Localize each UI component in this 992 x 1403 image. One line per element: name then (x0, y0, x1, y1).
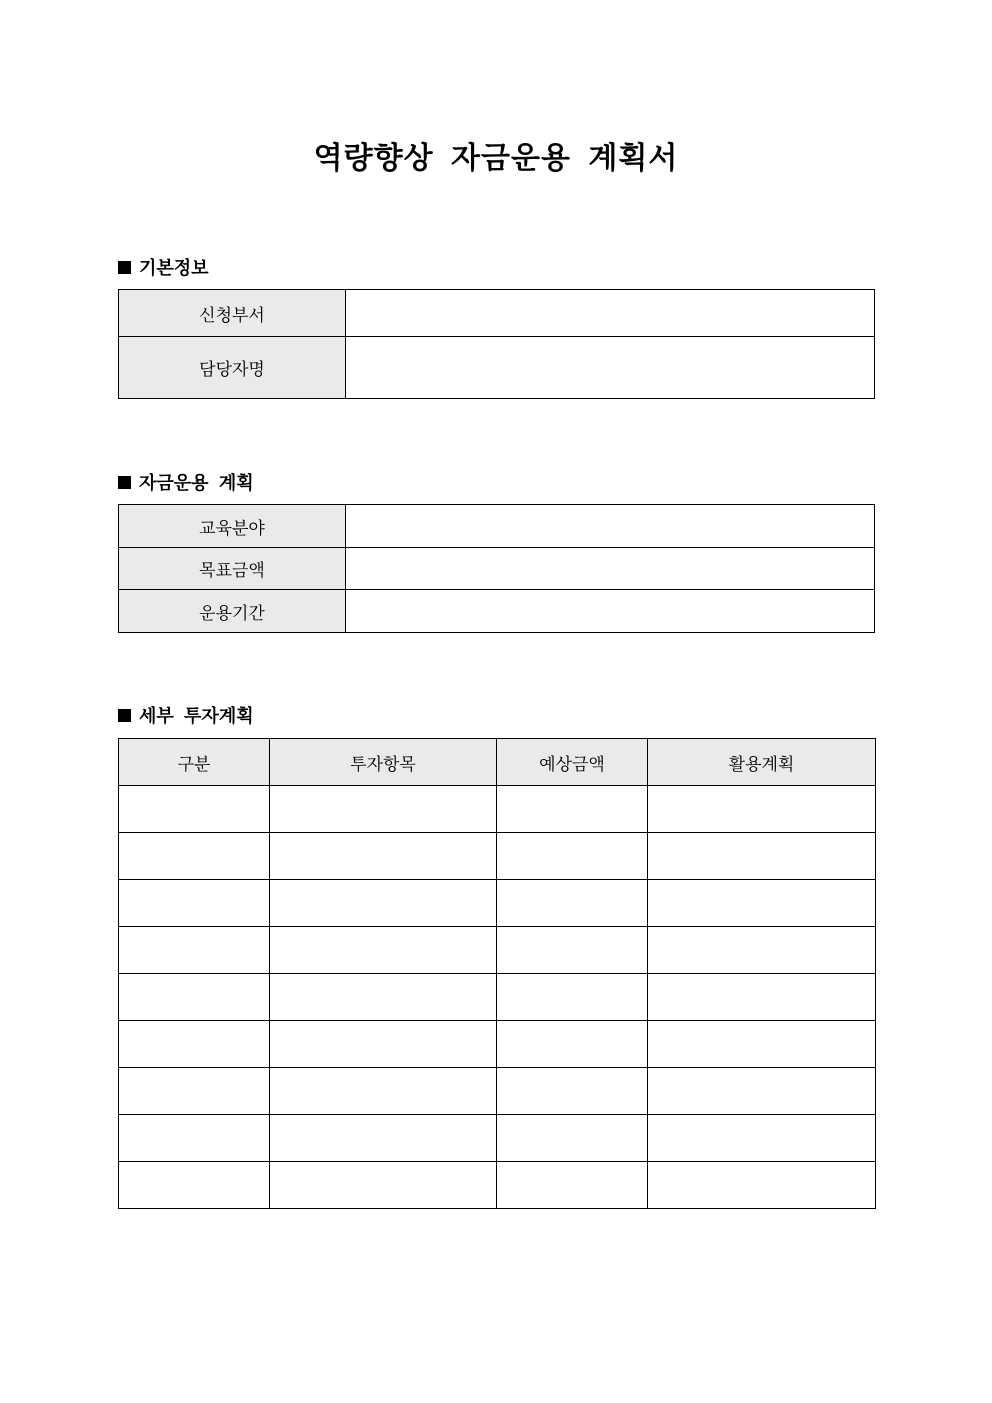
table-row (119, 974, 876, 1021)
table-row (119, 1021, 876, 1068)
table-row (119, 505, 875, 548)
table-cell[interactable] (119, 1162, 270, 1209)
table-row (119, 1162, 876, 1209)
table-cell[interactable] (648, 880, 876, 927)
square-bullet-icon (118, 709, 131, 722)
column-header-investment-item: 투자항목 (270, 739, 497, 786)
table-cell[interactable] (497, 927, 648, 974)
table-cell[interactable] (270, 833, 497, 880)
table-cell[interactable] (648, 974, 876, 1021)
operation-period-label: 운용기간 (119, 590, 346, 633)
table-row (119, 880, 876, 927)
table-row (119, 590, 875, 633)
table-cell[interactable] (119, 880, 270, 927)
table-cell[interactable] (270, 1115, 497, 1162)
table-row (119, 290, 875, 337)
table-cell[interactable] (270, 974, 497, 1021)
table-cell[interactable] (497, 974, 648, 1021)
fund-plan-table (118, 504, 875, 633)
table-cell[interactable] (270, 1068, 497, 1115)
column-header-category: 구분 (119, 739, 270, 786)
table-cell[interactable] (270, 786, 497, 833)
column-header-usage-plan: 활용계획 (648, 739, 876, 786)
section-heading-investment-plan (118, 702, 254, 728)
table-cell[interactable] (497, 1162, 648, 1209)
table-row (119, 833, 876, 880)
table-cell[interactable] (648, 1068, 876, 1115)
table-header-row (119, 739, 876, 786)
square-bullet-icon (118, 476, 131, 489)
education-field-label: 교육분야 (119, 505, 346, 548)
table-row (119, 548, 875, 590)
manager-name-label: 담당자명 (119, 337, 346, 399)
table-cell[interactable] (648, 927, 876, 974)
table-row (119, 786, 876, 833)
column-header-expected-amount: 예상금액 (497, 739, 648, 786)
investment-plan-table (118, 738, 876, 1209)
section-heading-basic-info (118, 254, 209, 280)
table-cell[interactable] (648, 1115, 876, 1162)
table-cell[interactable] (648, 1162, 876, 1209)
department-label: 신청부서 (119, 290, 346, 337)
table-cell[interactable] (497, 833, 648, 880)
education-field-input[interactable] (346, 505, 875, 548)
table-row (119, 927, 876, 974)
section-heading-label: 세부 투자계획 (139, 706, 254, 727)
department-field[interactable] (346, 290, 875, 337)
table-row (119, 337, 875, 399)
section-heading-label: 기본정보 (139, 258, 209, 279)
section-heading-fund-plan (118, 469, 254, 495)
target-amount-input[interactable] (346, 548, 875, 590)
table-cell[interactable] (270, 1021, 497, 1068)
table-cell[interactable] (270, 927, 497, 974)
table-cell[interactable] (119, 833, 270, 880)
table-row (119, 1068, 876, 1115)
square-bullet-icon (118, 261, 131, 274)
table-cell[interactable] (497, 1068, 648, 1115)
table-cell[interactable] (497, 1115, 648, 1162)
table-cell[interactable] (119, 1021, 270, 1068)
target-amount-label: 목표금액 (119, 548, 346, 590)
table-cell[interactable] (648, 786, 876, 833)
basic-info-table (118, 289, 875, 399)
section-heading-label: 자금운용 계획 (139, 473, 254, 494)
table-cell[interactable] (648, 833, 876, 880)
table-cell[interactable] (497, 880, 648, 927)
table-cell[interactable] (497, 1021, 648, 1068)
table-cell[interactable] (119, 1115, 270, 1162)
table-cell[interactable] (270, 880, 497, 927)
table-cell[interactable] (648, 1021, 876, 1068)
document-title: 역량향상 자금운용 계획서 (313, 141, 679, 176)
table-cell[interactable] (497, 786, 648, 833)
manager-name-field[interactable] (346, 337, 875, 399)
table-cell[interactable] (119, 927, 270, 974)
table-cell[interactable] (119, 786, 270, 833)
table-cell[interactable] (270, 1162, 497, 1209)
operation-period-input[interactable] (346, 590, 875, 633)
table-cell[interactable] (119, 974, 270, 1021)
table-cell[interactable] (119, 1068, 270, 1115)
table-row (119, 1115, 876, 1162)
